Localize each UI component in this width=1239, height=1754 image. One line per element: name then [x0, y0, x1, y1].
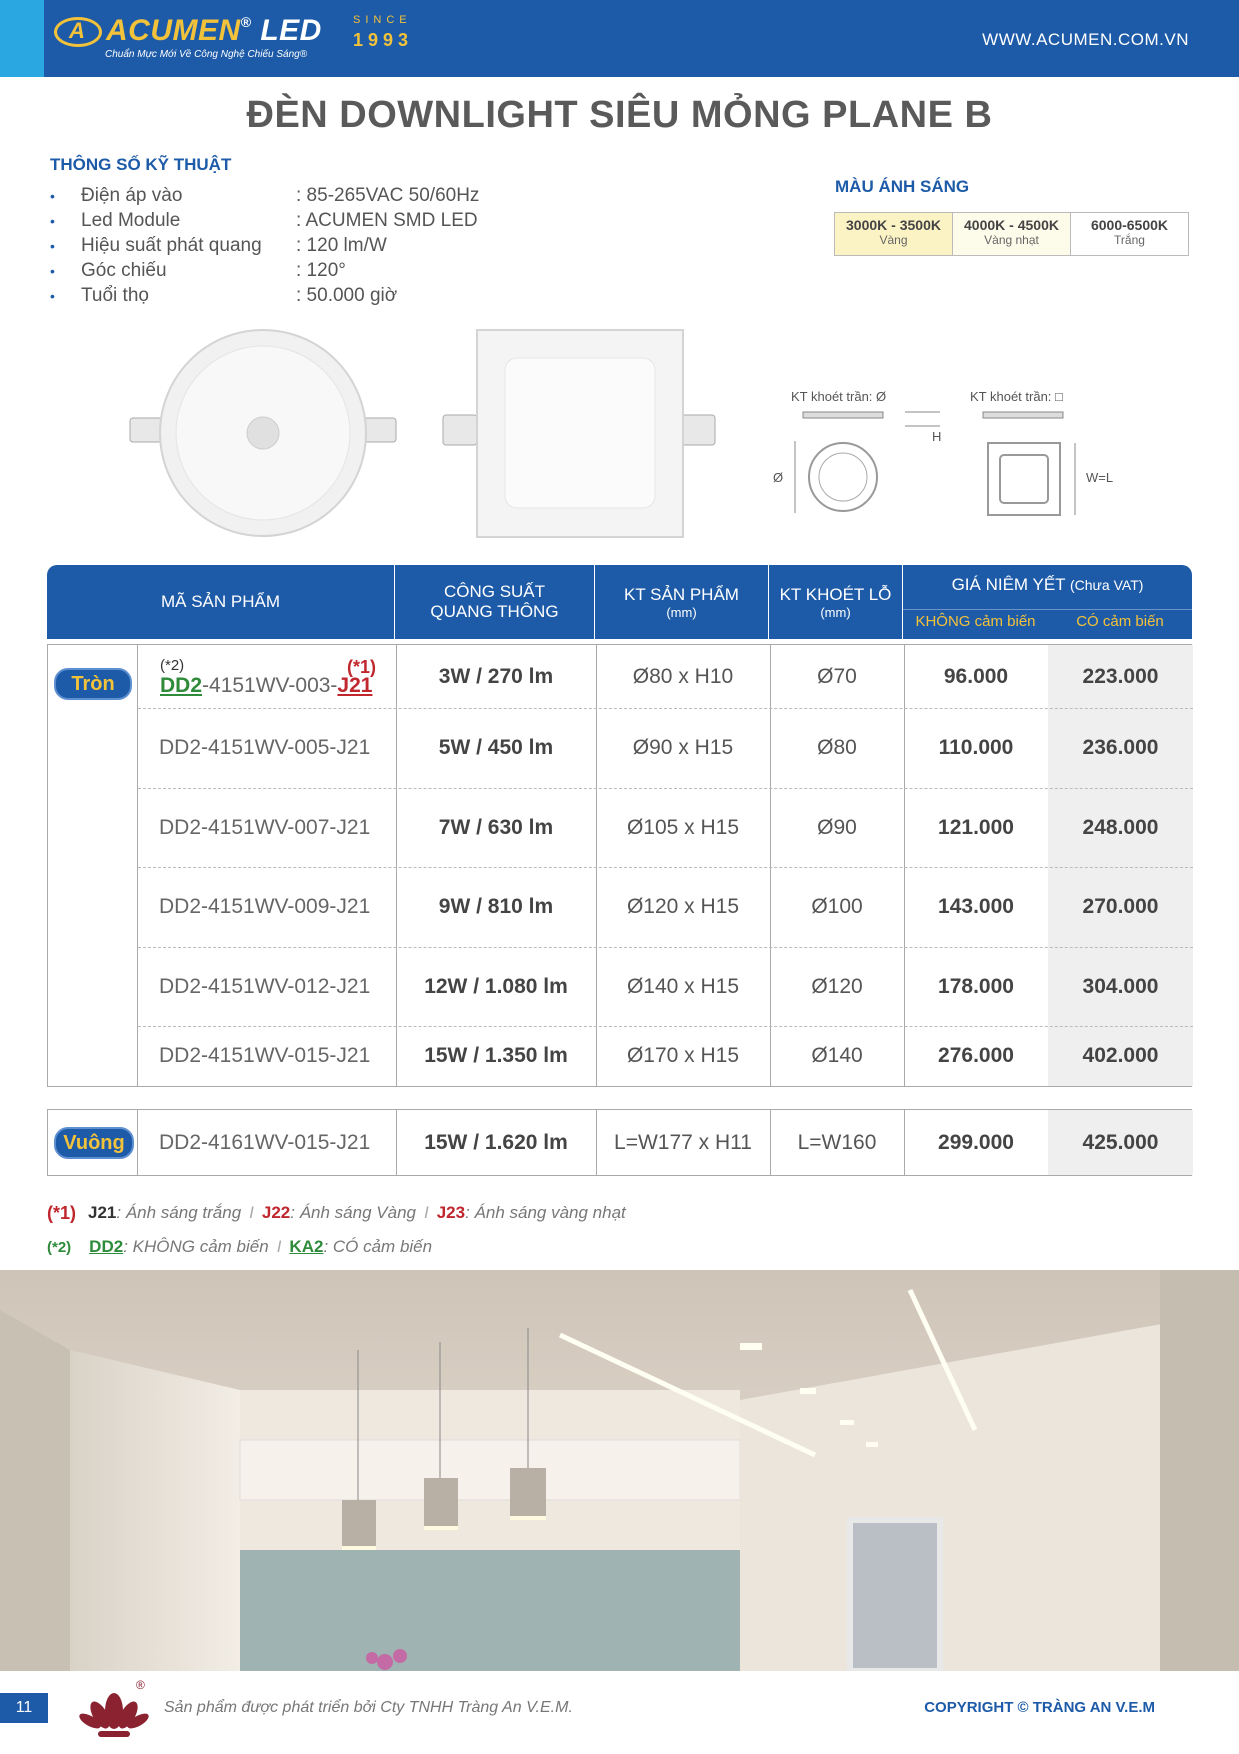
page-number: 11 — [0, 1693, 48, 1723]
table-row: DD2-4151WV-015-J21 15W / 1.350 lm Ø170 x H15 Ø140 276.000 402.000 — [159, 1044, 1159, 1067]
group-square-badge: Vuông — [54, 1127, 134, 1159]
specs-list — [50, 183, 479, 308]
table-notes — [47, 1196, 626, 1264]
spec-item: • Hiệu suất phát quang : 120 lm/W — [50, 234, 387, 256]
brand-logo: ACUMEN® LED — [106, 14, 322, 47]
svg-text:®: ® — [136, 1678, 145, 1692]
header-accent — [0, 0, 44, 77]
since-label: SINCE — [353, 14, 412, 26]
page-title: ĐÈN DOWNLIGHT SIÊU MỎNG PLANE B — [246, 94, 993, 136]
website-link[interactable]: WWW.ACUMEN.COM.VN — [982, 30, 1189, 49]
bullet-icon: • — [50, 212, 55, 229]
light-color-cell: 4000K - 4500K Vàng nhạt — [953, 213, 1071, 255]
price-sensor-header: CÓ cảm biến — [1048, 609, 1192, 630]
square-downlight-image — [443, 330, 715, 537]
brand-tagline: Chuẩn Mực Mới Về Công Nghệ Chiếu Sáng® — [105, 49, 308, 60]
lotus-logo-icon — [80, 1677, 148, 1741]
copyright: COPYRIGHT © TRÀNG AN V.E.M — [924, 1699, 1155, 1716]
svg-text:H: H — [932, 429, 942, 444]
spec-item: • Góc chiếu : 120° — [50, 259, 346, 281]
footer-text: Sản phẩm được phát triển bởi Cty TNHH Tràng An V.E.M. — [164, 1699, 573, 1716]
bullet-icon: • — [50, 237, 55, 254]
col-code-header: MÃ SẢN PHẨM — [47, 565, 395, 639]
bullet-icon: • — [50, 187, 55, 204]
header-bar — [0, 0, 1239, 77]
svg-text:W=L: W=L — [1086, 470, 1114, 485]
spec-item: • Led Module : ACUMEN SMD LED — [50, 209, 478, 231]
light-color-cell: 6000-6500K Trắng — [1071, 213, 1188, 255]
spec-item: • Điện áp vào : 85-265VAC 50/60Hz — [50, 184, 480, 206]
price-no-sensor-header: KHÔNG cảm biến — [903, 609, 1048, 630]
svg-text:Ø: Ø — [773, 470, 784, 485]
bullet-icon: • — [50, 287, 55, 304]
svg-text:KT khoét trần: □: KT khoét trần: □ — [970, 389, 1063, 404]
table-row: DD2-4151WV-007-J21 7W / 630 lm Ø105 x H15 Ø90 121.000 248.000 — [159, 815, 1159, 839]
group-round-badge: Tròn — [54, 668, 132, 700]
note-2: (*2) DD2 : KHÔNG cảm biến I KA2 : CÓ cảm biến — [47, 1237, 433, 1256]
light-color-heading: MÀU ÁNH SÁNG — [835, 177, 970, 196]
footer — [0, 1671, 1239, 1754]
dimension-diagram — [770, 385, 1114, 525]
interior-photo — [0, 1270, 1239, 1671]
col-cut-header: KT KHOÉT LỖ (mm) — [769, 565, 903, 639]
price-table-square — [47, 1109, 1192, 1176]
table-row: DD2-4151WV-005-J21 5W / 450 lm Ø90 x H15 Ø80 110.000 236.000 — [159, 736, 1159, 759]
price-table-header — [47, 565, 1192, 639]
spec-item: • Tuổi thọ : 50.000 giờ — [50, 284, 398, 306]
note-1: (*1) J21 : Ánh sáng trắng I J22 : Ánh sáng Vàng I J23 : Ánh sáng vàng nhạt — [47, 1202, 626, 1223]
round-downlight-image — [130, 330, 396, 510]
acumen-logo-icon: A — [54, 17, 102, 47]
table-row: DD2-4151WV-012-J21 12W / 1.080 lm Ø140 x H15 Ø120 178.000 304.000 — [159, 974, 1159, 998]
table-row: DD2-4151WV-009-J21 9W / 810 lm Ø120 x H15 Ø100 143.000 270.000 — [159, 895, 1159, 918]
bullet-icon: • — [50, 262, 55, 279]
svg-text:KT khoét trần: Ø: KT khoét trần: Ø — [791, 389, 887, 404]
col-power-header: CÔNG SUẤT QUANG THÔNG — [395, 565, 595, 639]
col-size-header: KT SẢN PHẨM (mm) — [595, 565, 769, 639]
since-year: 1993 — [353, 30, 414, 50]
specs-heading: THÔNG SỐ KỸ THUẬT — [50, 155, 232, 174]
light-color-table — [834, 212, 1189, 256]
product-code-first: (*2) (*1) DD2-4151WV-003-J21 — [160, 657, 377, 697]
col-price-header: GIÁ NIÊM YẾT (Chưa VAT) KHÔNG cảm biến CÓ cảm biến — [903, 565, 1192, 639]
price-table-round — [47, 644, 1192, 1087]
table-row: DD2-4161WV-015-J21 15W / 1.620 lm L=W177 x H11 L=W160 299.000 425.000 — [159, 1130, 1159, 1154]
table-row: (*2) (*1) DD2-4151WV-003-J21 3W / 270 lm Ø80 x H10 Ø70 96.000 223.000 — [160, 657, 1159, 697]
light-color-cell: 3000K - 3500K Vàng — [835, 213, 953, 255]
